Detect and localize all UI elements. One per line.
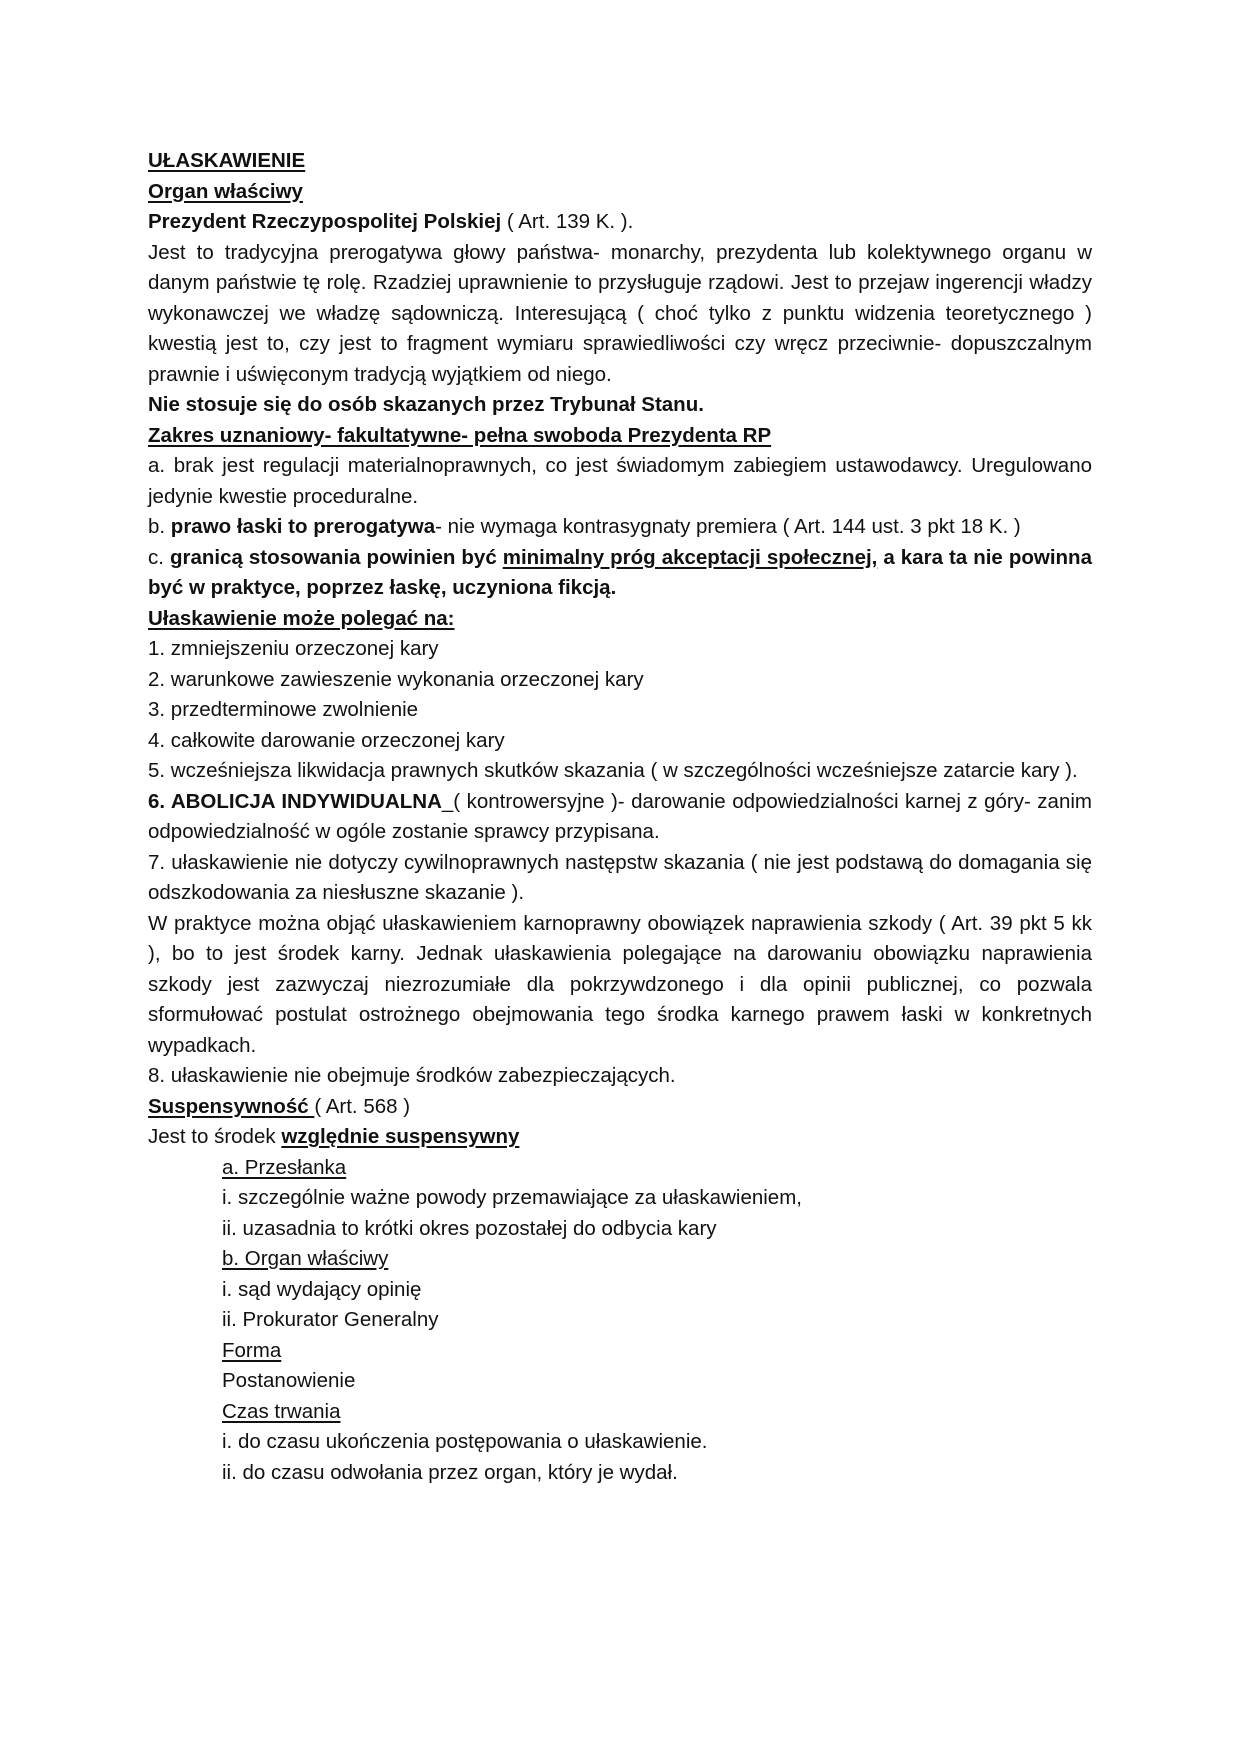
list-item-6-rest: _( kontrowersyjne )- darowanie odpowiedzialności karnej z góry- zanim odpowiedzialność w ogóle zostanie sprawcy przypisana. [148,789,1092,843]
suspens-description [148,1122,1092,1153]
suspens-line [148,1092,1092,1123]
polegac-heading: Ułaskawienie może polegać na: [148,606,455,630]
forma-heading: Forma [222,1338,282,1362]
practice-paragraph: W praktyce można objąć ułaskawieniem karnoprawny obowiązek naprawienia szkody ( Art. 39 pkt 5 kk ), bo to jest środek karny. Jednak ułaskawienia polegające na darowaniu obowiązku naprawienia szkody jest zazwyczaj niezrozumiałe dla pokrzywdzonego i dla opinii publicznej, co pozwala sformułować postulat ostrożnego obejmowania tego środka karnego prawem łaski w konkretnych wypadkach. [148,911,1092,1057]
point-c-bold1: granicą stosowania powinien być [169,545,503,569]
list-item-6 [148,787,1092,848]
president-label: Prezydent Rzeczypospolitej Polskiej [148,210,502,233]
list-item-1: 1. zmniejszeniu orzeczonej kary [148,637,439,660]
president-article: ( Art. 139 K. ). [501,210,634,233]
point-c-bold2: a kara ta nie powinna być w praktyce, poprzez łaskę, uczyniona fikcją. [148,545,1092,599]
sub-b-item-ii: ii. Prokurator Generalny [222,1308,439,1331]
point-b [148,512,1092,543]
sub-b-heading: b. Organ właściwy [222,1247,389,1270]
intro-paragraph: Jest to tradycyjna prerogatywa głowy państwa- monarchy, prezydenta lub kolektywnego organu w danym państwie tę rolę. Rzadziej uprawnienie to przysługuje rządowi. Jest to przejaw ingerencji władzy wykonawczej we władzę sądowniczą. Interesującą ( choć tylko z punktu widzenia teoretycznego ) kwestią jest to, czy jest to fragment wymiaru sprawiedliwości czy wręcz przeciwnie- dopuszczalnym prawnie i uświęconym tradycją wyjątkiem od niego. [148,240,1092,386]
list-item-2: 2. warunkowe zawieszenie wykonania orzeczonej kary [148,667,644,691]
point-c-underlined: minimalny próg akceptacji społecznej, [502,545,878,569]
sub-a-heading: a. Przesłanka [222,1155,347,1179]
list-item-7: 7. ułaskawienie nie dotyczy cywilnoprawnych następstw skazania ( nie jest podstawą do domagania się odszkodowania za niesłuszne skazanie ). [148,850,1092,904]
organ-heading: Organ właściwy [148,179,303,203]
point-c [148,543,1092,604]
president-line [148,207,1092,238]
point-b-bold: prawo łaski to prerogatywa [170,515,436,538]
sub-a-item-ii: ii. uzasadnia to krótki okres pozostałej do odbycia kary [222,1216,717,1240]
list-item-5: 5. wcześniejsza likwidacja prawnych skutków skazania ( w szczególności wcześniejsze zatarcie kary ). [148,759,1078,782]
sub-a-item-i: i. szczególnie ważne powody przemawiające za ułaskawieniem, [222,1186,802,1209]
list-item-6-bold: 6. ABOLICJA INDYWIDUALNA [148,789,442,813]
czas-item-ii: ii. do czasu odwołania przez organ, który je wydał. [222,1460,678,1484]
suspens-desc-prefix: Jest to środek [148,1125,282,1148]
point-c-prefix: c. [148,545,170,569]
forma-value: Postanowienie [222,1369,356,1392]
czas-heading: Czas trwania [222,1399,341,1423]
suspens-desc-bold: względnie suspensywny [281,1125,520,1148]
list-item-8: 8. ułaskawienie nie obejmuje środków zabezpieczających. [148,1064,676,1087]
zakres-heading: Zakres uznaniowy- fakultatywne- pełna swoboda Prezydenta RP [148,423,772,447]
suspens-heading: Suspensywność [148,1094,315,1118]
suspens-article: ( Art. 568 ) [314,1094,411,1118]
sub-b-item-i: i. sąd wydający opinię [222,1277,422,1301]
list-item-4: 4. całkowite darowanie orzeczonej kary [148,728,505,752]
document-title: UŁASKAWIENIE [148,149,306,172]
point-b-rest: - nie wymaga kontrasygnaty premiera ( Art. 144 ust. 3 pkt 18 K. ) [435,515,1021,538]
czas-item-i: i. do czasu ukończenia postępowania o ułaskawienie. [222,1430,708,1453]
point-b-prefix: b. [148,515,171,538]
trybunal-note: Nie stosuje się do osób skazanych przez Trybunał Stanu. [148,393,704,416]
list-item-3: 3. przedterminowe zwolnienie [148,698,419,721]
point-a: a. brak jest regulacji materialnoprawnych, co jest świadomym zabiegiem ustawodawcy. Uregulowano jedynie kwestie proceduralne. [148,454,1092,508]
